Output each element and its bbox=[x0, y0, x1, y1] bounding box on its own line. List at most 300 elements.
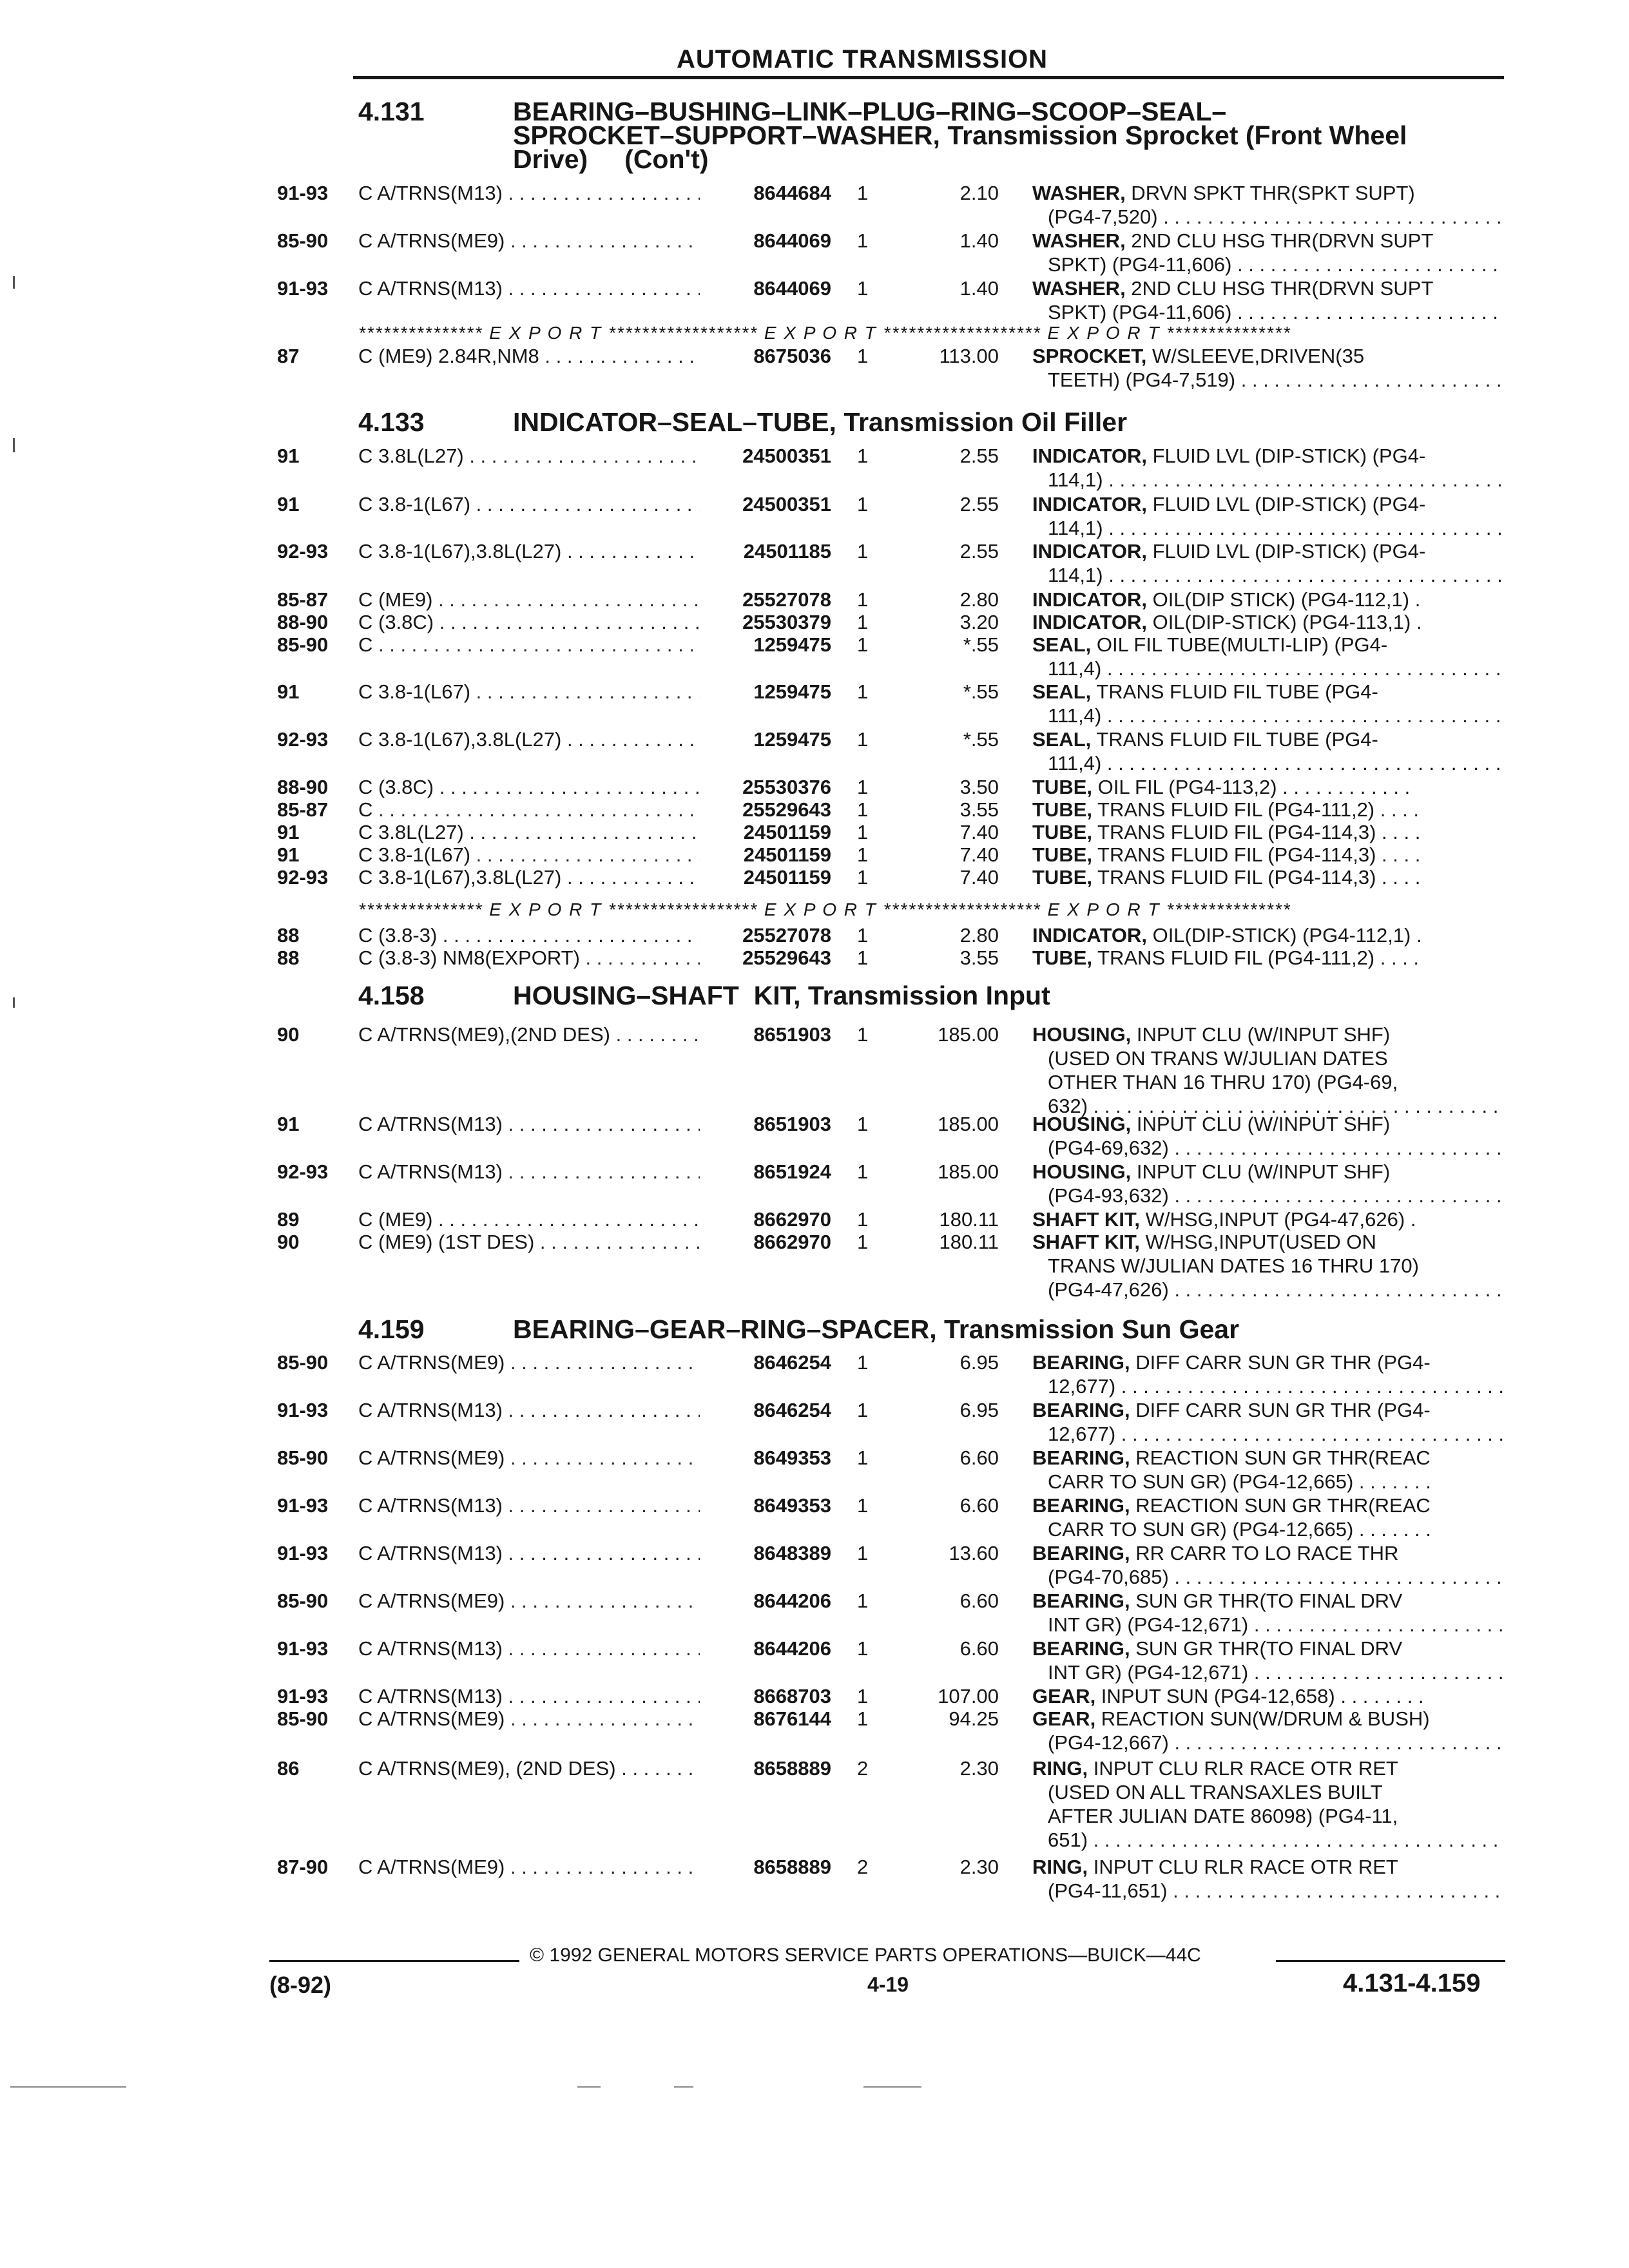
application-cell: C 3.8-1(L67),3.8L(L27) . . . bbox=[358, 728, 700, 751]
application-cell: C A/TRNS(ME9) . . . bbox=[358, 1351, 700, 1374]
quantity-cell: 1 bbox=[857, 1590, 869, 1612]
description-continuation: 114,1) . . . bbox=[1048, 517, 1503, 540]
description-detail: INPUT CLU RLR RACE OTR RET bbox=[1088, 1856, 1398, 1878]
description-cell bbox=[1032, 1160, 1503, 1184]
quantity-cell: 1 bbox=[857, 1113, 869, 1135]
model-year-cell: 91-93 bbox=[277, 1637, 329, 1660]
model-year-cell: 85-90 bbox=[277, 1590, 329, 1612]
price-cell: 2.80 bbox=[959, 924, 999, 947]
application-cell: C 3.8L(L27) . . . bbox=[358, 445, 700, 468]
part-number-cell: 8644206 bbox=[753, 1637, 831, 1660]
price-cell: 2.10 bbox=[959, 182, 999, 204]
application-cell: C (3.8-3) NM8(EXPORT) . . . bbox=[358, 947, 700, 970]
application-cell: C A/TRNS(ME9) . . . bbox=[358, 1590, 700, 1613]
model-year-cell: 85-87 bbox=[277, 798, 329, 821]
description-part-name: INDICATOR, bbox=[1032, 540, 1147, 562]
model-year-cell: 85-90 bbox=[277, 1707, 329, 1730]
description-detail: OIL(DIP-STICK) (PG4-112,1) . bbox=[1146, 924, 1422, 947]
model-year-cell: 91-93 bbox=[277, 1685, 329, 1707]
price-cell: 94.25 bbox=[949, 1707, 999, 1730]
scan-mark bbox=[13, 438, 15, 452]
description-detail: INPUT CLU (W/INPUT SHF) bbox=[1131, 1113, 1391, 1135]
quantity-cell: 1 bbox=[857, 633, 869, 656]
part-number-cell: 8651924 bbox=[753, 1160, 831, 1183]
application-cell: C A/TRNS(M13) . . . bbox=[358, 1494, 700, 1517]
application-cell: C (3.8-3) . . . bbox=[358, 924, 700, 947]
quantity-cell: 1 bbox=[857, 821, 869, 843]
application-cell: C A/TRNS(M13) . . . bbox=[358, 277, 700, 300]
description-cell bbox=[1032, 633, 1503, 657]
description-detail: W/HSG,INPUT (PG4-47,626) . bbox=[1140, 1208, 1416, 1231]
description-cell bbox=[1032, 1208, 1503, 1231]
quantity-cell: 1 bbox=[857, 947, 869, 969]
description-continuation: CARR TO SUN GR) (PG4-12,665) . . . . . . . bbox=[1048, 1470, 1431, 1493]
part-number-cell: 8644069 bbox=[753, 277, 831, 300]
price-cell: 6.60 bbox=[959, 1637, 999, 1660]
description-part-name: RING, bbox=[1032, 1856, 1088, 1878]
description-detail: W/SLEEVE,DRIVEN(35 bbox=[1146, 345, 1365, 367]
price-cell: 2.80 bbox=[959, 588, 999, 611]
description-part-name: BEARING, bbox=[1032, 1351, 1130, 1374]
description-detail: W/HSG,INPUT(USED ON bbox=[1140, 1231, 1376, 1253]
application-cell: C A/TRNS(M13) . . . bbox=[358, 1685, 700, 1708]
quantity-cell: 1 bbox=[857, 1494, 869, 1517]
price-cell: 185.00 bbox=[938, 1113, 999, 1135]
model-year-cell: 90 bbox=[277, 1231, 300, 1253]
part-number-cell: 8644206 bbox=[753, 1590, 831, 1612]
description-continuation: SPKT) (PG4-11,606) . . . bbox=[1048, 253, 1503, 276]
description-continuation: (PG4-70,685) . . . bbox=[1048, 1566, 1503, 1589]
description-cell bbox=[1032, 776, 1503, 799]
scan-dash bbox=[577, 2086, 601, 2088]
description-part-name: INDICATOR, bbox=[1032, 588, 1147, 611]
description-detail: REACTION SUN(W/DRUM & BUSH) bbox=[1095, 1707, 1430, 1730]
scan-mark bbox=[13, 276, 15, 289]
description-part-name: BEARING, bbox=[1032, 1590, 1130, 1612]
price-cell: 7.40 bbox=[959, 821, 999, 843]
part-number-cell: 8676144 bbox=[753, 1707, 831, 1730]
description-cell bbox=[1032, 277, 1503, 300]
model-year-cell: 85-90 bbox=[277, 1446, 329, 1469]
price-cell: 1.40 bbox=[959, 277, 999, 300]
description-detail: FLUID LVL (DIP-STICK) (PG4- bbox=[1146, 445, 1426, 467]
application-cell: C (ME9) . . . bbox=[358, 1208, 700, 1231]
description-continuation: 12,677) . . . bbox=[1048, 1375, 1503, 1398]
part-number-cell: 24501159 bbox=[743, 843, 831, 866]
scan-dash bbox=[863, 2086, 921, 2088]
part-number-cell: 25530376 bbox=[742, 776, 831, 798]
model-year-cell: 91-93 bbox=[277, 1399, 329, 1421]
price-cell: 2.55 bbox=[959, 445, 999, 467]
description-detail: REACTION SUN GR THR(REAC bbox=[1130, 1494, 1431, 1517]
application-cell: C A/TRNS(M13) . . . bbox=[358, 182, 700, 205]
part-number-cell: 1259475 bbox=[753, 680, 831, 703]
scan-mark bbox=[13, 997, 15, 1008]
description-detail: FLUID LVL (DIP-STICK) (PG4- bbox=[1146, 493, 1426, 515]
description-detail: OIL FIL (PG4-113,2) . . . . . . . . . . . . bbox=[1092, 776, 1411, 798]
description-part-name: TUBE, bbox=[1032, 866, 1092, 889]
model-year-cell: 87-90 bbox=[277, 1856, 329, 1878]
description-cell bbox=[1032, 798, 1503, 822]
quantity-cell: 1 bbox=[857, 843, 869, 866]
description-continuation: (PG4-7,520) . . . bbox=[1048, 206, 1503, 229]
application-cell: C A/TRNS(ME9) . . . bbox=[358, 1707, 700, 1731]
price-cell: 6.60 bbox=[959, 1446, 999, 1469]
price-cell: 107.00 bbox=[938, 1685, 999, 1707]
description-cell bbox=[1032, 229, 1503, 253]
price-cell: *.55 bbox=[963, 728, 999, 751]
price-cell: 180.11 bbox=[939, 1231, 999, 1253]
description-continuation: 114,1) . . . bbox=[1048, 564, 1503, 587]
quantity-cell: 2 bbox=[857, 1856, 869, 1878]
description-part-name: INDICATOR, bbox=[1032, 445, 1147, 467]
description-cell bbox=[1032, 345, 1503, 368]
application-cell: C 3.8-1(L67),3.8L(L27) . . . bbox=[358, 540, 700, 563]
description-detail: REACTION SUN GR THR(REAC bbox=[1130, 1446, 1431, 1469]
quantity-cell: 1 bbox=[857, 1399, 869, 1421]
description-part-name: BEARING, bbox=[1032, 1637, 1130, 1660]
section-title: BEARING–GEAR–RING–SPACER, Transmission Sun Gear bbox=[513, 1314, 1240, 1344]
price-cell: 3.55 bbox=[959, 798, 999, 821]
part-number-cell: 25529643 bbox=[742, 798, 831, 821]
part-number-cell: 8675036 bbox=[753, 345, 831, 367]
quantity-cell: 1 bbox=[857, 1208, 869, 1231]
part-number-cell: 24501185 bbox=[743, 540, 831, 562]
description-part-name: TUBE, bbox=[1032, 821, 1092, 843]
quantity-cell: 1 bbox=[857, 277, 869, 300]
description-cell bbox=[1032, 1757, 1503, 1780]
part-number-cell: 8649353 bbox=[753, 1494, 831, 1517]
quantity-cell: 1 bbox=[857, 866, 869, 889]
quantity-cell: 1 bbox=[857, 728, 869, 751]
description-cell bbox=[1032, 1590, 1503, 1613]
model-year-cell: 88 bbox=[277, 924, 300, 947]
price-cell: 3.55 bbox=[959, 947, 999, 969]
part-number-cell: 25530379 bbox=[742, 611, 831, 633]
description-part-name: TUBE, bbox=[1032, 947, 1092, 969]
section-title: SPROCKET–SUPPORT–WASHER, Transmission Sprocket (Front Wheel bbox=[513, 120, 1407, 150]
footer-section-range: 4.131-4.159 bbox=[1343, 1969, 1481, 1997]
price-cell: 7.40 bbox=[959, 866, 999, 889]
description-part-name: HOUSING, bbox=[1032, 1113, 1132, 1135]
price-cell: 2.55 bbox=[959, 540, 999, 562]
description-part-name: WASHER, bbox=[1032, 229, 1126, 252]
part-number-cell: 8646254 bbox=[753, 1351, 831, 1374]
model-year-cell: 92-93 bbox=[277, 540, 329, 562]
part-number-cell: 24501159 bbox=[743, 866, 831, 889]
description-continuation: TEETH) (PG4-7,519) . . . bbox=[1048, 369, 1503, 392]
section-number: 4.133 bbox=[358, 407, 425, 437]
part-number-cell: 8658889 bbox=[753, 1757, 831, 1780]
application-cell: C . . . bbox=[358, 633, 700, 657]
description-continuation: (PG4-93,632) . . . bbox=[1048, 1184, 1503, 1207]
application-cell: C A/TRNS(M13) . . . bbox=[358, 1542, 700, 1565]
price-cell: 113.00 bbox=[939, 345, 999, 367]
description-cell bbox=[1032, 1637, 1503, 1660]
model-year-cell: 91 bbox=[277, 445, 300, 467]
application-cell: C . . . bbox=[358, 798, 700, 822]
description-detail: 2ND CLU HSG THR(DRVN SUPT bbox=[1125, 277, 1434, 300]
quantity-cell: 1 bbox=[857, 540, 869, 562]
part-number-cell: 8651903 bbox=[753, 1113, 831, 1135]
application-cell: C (3.8C) . . . bbox=[358, 611, 700, 634]
description-detail: FLUID LVL (DIP-STICK) (PG4- bbox=[1146, 540, 1426, 562]
description-detail: SUN GR THR(TO FINAL DRV bbox=[1130, 1637, 1403, 1660]
description-cell bbox=[1032, 1023, 1503, 1046]
quantity-cell: 2 bbox=[857, 1757, 869, 1780]
description-detail: SUN GR THR(TO FINAL DRV bbox=[1130, 1590, 1403, 1612]
quantity-cell: 1 bbox=[857, 924, 869, 947]
description-part-name: BEARING, bbox=[1032, 1494, 1130, 1517]
quantity-cell: 1 bbox=[857, 229, 869, 252]
application-cell: C (ME9) 2.84R,NM8 . . . bbox=[358, 345, 700, 368]
application-cell: C A/TRNS(ME9) . . . bbox=[358, 1446, 700, 1470]
description-detail: TRANS FLUID FIL TUBE (PG4- bbox=[1091, 680, 1378, 703]
scan-dash bbox=[10, 2086, 126, 2088]
application-cell: C A/TRNS(ME9), (2ND DES) . . . bbox=[358, 1757, 700, 1780]
description-detail: TRANS FLUID FIL (PG4-111,2) . . . . bbox=[1092, 947, 1420, 969]
description-continuation: OTHER THAN 16 THRU 170) (PG4-69, bbox=[1048, 1071, 1398, 1093]
model-year-cell: 91 bbox=[277, 493, 300, 515]
description-detail: OIL FIL TUBE(MULTI-LIP) (PG4- bbox=[1091, 633, 1388, 656]
export-divider: *************** E X P O R T ****************** E X P O R T ******************* E X P O R T *************** bbox=[358, 899, 1291, 919]
footer-copyright: © 1992 GENERAL MOTORS SERVICE PARTS OPERATIONS—BUICK—44C bbox=[530, 1945, 1201, 1966]
description-continuation: SPKT) (PG4-11,606) . . . bbox=[1048, 301, 1503, 324]
description-part-name: WASHER, bbox=[1032, 277, 1126, 300]
model-year-cell: 90 bbox=[277, 1023, 300, 1046]
quantity-cell: 1 bbox=[857, 1446, 869, 1469]
description-cell bbox=[1032, 588, 1503, 611]
description-part-name: WASHER, bbox=[1032, 182, 1126, 204]
quantity-cell: 1 bbox=[857, 1351, 869, 1374]
quantity-cell: 1 bbox=[857, 588, 869, 611]
model-year-cell: 85-87 bbox=[277, 588, 329, 611]
price-cell: 6.95 bbox=[959, 1399, 999, 1421]
description-cell bbox=[1032, 1446, 1503, 1470]
description-cell bbox=[1032, 1542, 1503, 1565]
description-continuation: 111,4) . . . bbox=[1048, 657, 1503, 680]
application-cell: C 3.8L(L27) . . . bbox=[358, 821, 700, 844]
quantity-cell: 1 bbox=[857, 1023, 869, 1046]
part-number-cell: 8662970 bbox=[753, 1208, 831, 1231]
part-number-cell: 25529643 bbox=[742, 947, 831, 969]
description-cell bbox=[1032, 611, 1503, 634]
application-cell: C A/TRNS(ME9) . . . bbox=[358, 229, 700, 253]
part-number-cell: 8646254 bbox=[753, 1399, 831, 1421]
description-part-name: INDICATOR, bbox=[1032, 924, 1147, 947]
model-year-cell: 89 bbox=[277, 1208, 300, 1231]
description-continuation: (USED ON TRANS W/JULIAN DATES bbox=[1048, 1047, 1388, 1070]
part-number-cell: 1259475 bbox=[753, 728, 831, 751]
model-year-cell: 88 bbox=[277, 947, 300, 969]
quantity-cell: 1 bbox=[857, 445, 869, 467]
price-cell: 2.30 bbox=[959, 1757, 999, 1780]
description-continuation: INT GR) (PG4-12,671) . . . bbox=[1048, 1661, 1503, 1684]
price-cell: 3.50 bbox=[959, 776, 999, 798]
section-number: 4.158 bbox=[358, 981, 425, 1010]
model-year-cell: 88-90 bbox=[277, 776, 329, 798]
description-detail: TRANS FLUID FIL (PG4-111,2) . . . . bbox=[1092, 798, 1420, 821]
description-cell bbox=[1032, 1113, 1503, 1136]
description-continuation: (PG4-69,632) . . . bbox=[1048, 1137, 1503, 1160]
application-cell: C A/TRNS(M13) . . . bbox=[358, 1160, 700, 1184]
price-cell: 6.95 bbox=[959, 1351, 999, 1374]
quantity-cell: 1 bbox=[857, 345, 869, 367]
model-year-cell: 91-93 bbox=[277, 1542, 329, 1564]
quantity-cell: 1 bbox=[857, 1707, 869, 1730]
price-cell: 3.20 bbox=[959, 611, 999, 633]
model-year-cell: 91 bbox=[277, 843, 300, 866]
description-part-name: INDICATOR, bbox=[1032, 611, 1147, 633]
description-cell bbox=[1032, 1685, 1503, 1708]
description-part-name: BEARING, bbox=[1032, 1542, 1130, 1564]
part-number-cell: 8648389 bbox=[753, 1542, 831, 1564]
quantity-cell: 1 bbox=[857, 182, 869, 204]
section-title: Drive) (Con't) bbox=[513, 144, 709, 174]
model-year-cell: 85-90 bbox=[277, 229, 329, 252]
section-number: 4.159 bbox=[358, 1314, 425, 1344]
part-number-cell: 8668703 bbox=[753, 1685, 831, 1707]
description-cell bbox=[1032, 924, 1503, 947]
part-number-cell: 8649353 bbox=[753, 1446, 831, 1469]
description-continuation: 111,4) . . . bbox=[1048, 704, 1503, 727]
export-divider: *************** E X P O R T ****************** E X P O R T ******************* E X P O R T *************** bbox=[358, 323, 1291, 343]
part-number-cell: 25527078 bbox=[742, 924, 831, 947]
part-number-cell: 1259475 bbox=[753, 633, 831, 656]
description-detail: OIL(DIP STICK) (PG4-112,1) . bbox=[1146, 588, 1421, 611]
application-cell: C A/TRNS(ME9),(2ND DES) . . . bbox=[358, 1023, 700, 1046]
description-detail: INPUT CLU RLR RACE OTR RET bbox=[1088, 1757, 1398, 1780]
header-rule bbox=[353, 76, 1504, 79]
model-year-cell: 91 bbox=[277, 680, 300, 703]
description-continuation: 12,677) . . . bbox=[1048, 1423, 1503, 1446]
model-year-cell: 91-93 bbox=[277, 182, 329, 204]
part-number-cell: 25527078 bbox=[742, 588, 831, 611]
description-detail: DIFF CARR SUN GR THR (PG4- bbox=[1130, 1399, 1431, 1421]
model-year-cell: 91-93 bbox=[277, 1494, 329, 1517]
model-year-cell: 87 bbox=[277, 345, 300, 367]
part-number-cell: 8644684 bbox=[753, 182, 831, 204]
description-part-name: SEAL, bbox=[1032, 633, 1092, 656]
footer-date: (8-92) bbox=[269, 1972, 332, 1998]
description-detail: TRANS FLUID FIL (PG4-114,3) . . . . bbox=[1092, 843, 1421, 866]
model-year-cell: 91-93 bbox=[277, 277, 329, 300]
quantity-cell: 1 bbox=[857, 1231, 869, 1253]
description-cell bbox=[1032, 1494, 1503, 1517]
application-cell: C A/TRNS(ME9) . . . bbox=[358, 1856, 700, 1879]
description-part-name: HOUSING, bbox=[1032, 1023, 1132, 1046]
description-continuation: CARR TO SUN GR) (PG4-12,665) . . . . . . . bbox=[1048, 1518, 1431, 1541]
description-continuation: 114,1) . . . bbox=[1048, 468, 1503, 492]
scan-dash bbox=[674, 2086, 693, 2088]
quantity-cell: 1 bbox=[857, 611, 869, 633]
description-cell bbox=[1032, 540, 1503, 563]
part-number-cell: 8644069 bbox=[753, 229, 831, 252]
price-cell: 185.00 bbox=[938, 1023, 999, 1046]
description-continuation: (PG4-12,667) . . . bbox=[1048, 1731, 1503, 1754]
quantity-cell: 1 bbox=[857, 1542, 869, 1564]
footer-rule-right bbox=[1276, 1960, 1505, 1962]
description-cell bbox=[1032, 1351, 1503, 1374]
description-continuation: (PG4-47,626) . . . bbox=[1048, 1278, 1503, 1302]
part-number-cell: 8651903 bbox=[753, 1023, 831, 1046]
description-part-name: SHAFT KIT, bbox=[1032, 1208, 1141, 1231]
description-part-name: BEARING, bbox=[1032, 1399, 1130, 1421]
description-part-name: GEAR, bbox=[1032, 1707, 1096, 1730]
description-continuation: 651) . . . bbox=[1048, 1829, 1503, 1852]
description-part-name: RING, bbox=[1032, 1757, 1088, 1780]
description-part-name: INDICATOR, bbox=[1032, 493, 1147, 515]
application-cell: C A/TRNS(M13) . . . bbox=[358, 1113, 700, 1136]
price-cell: 185.00 bbox=[938, 1160, 999, 1183]
application-cell: C 3.8-1(L67) . . . bbox=[358, 493, 700, 516]
part-number-cell: 8658889 bbox=[753, 1856, 831, 1878]
quantity-cell: 1 bbox=[857, 1637, 869, 1660]
description-continuation: AFTER JULIAN DATE 86098) (PG4-11, bbox=[1048, 1805, 1398, 1827]
part-number-cell: 24500351 bbox=[742, 445, 831, 467]
model-year-cell: 85-90 bbox=[277, 1351, 329, 1374]
description-continuation: (USED ON ALL TRANSAXLES BUILT bbox=[1048, 1781, 1383, 1803]
section-title: INDICATOR–SEAL–TUBE, Transmission Oil Filler bbox=[513, 407, 1128, 437]
description-cell bbox=[1032, 493, 1503, 516]
description-cell bbox=[1032, 182, 1503, 205]
quantity-cell: 1 bbox=[857, 493, 869, 515]
price-cell: *.55 bbox=[963, 633, 999, 656]
description-cell bbox=[1032, 1231, 1503, 1254]
quantity-cell: 1 bbox=[857, 776, 869, 798]
description-part-name: SHAFT KIT, bbox=[1032, 1231, 1141, 1253]
application-cell: C A/TRNS(M13) . . . bbox=[358, 1399, 700, 1422]
description-detail: 2ND CLU HSG THR(DRVN SUPT bbox=[1125, 229, 1434, 252]
description-continuation: 632) . . . bbox=[1048, 1095, 1503, 1118]
description-cell bbox=[1032, 1856, 1503, 1879]
model-year-cell: 92-93 bbox=[277, 728, 329, 751]
description-part-name: SEAL, bbox=[1032, 680, 1092, 703]
description-cell bbox=[1032, 445, 1503, 468]
description-continuation: 111,4) . . . bbox=[1048, 752, 1503, 775]
description-detail: TRANS FLUID FIL (PG4-114,3) . . . . bbox=[1092, 821, 1421, 843]
description-cell bbox=[1032, 1707, 1503, 1731]
application-cell: C (ME9) . . . bbox=[358, 588, 700, 611]
description-cell bbox=[1032, 1399, 1503, 1422]
model-year-cell: 88-90 bbox=[277, 611, 329, 633]
description-part-name: SPROCKET, bbox=[1032, 345, 1147, 367]
description-continuation: (PG4-11,651) . . . bbox=[1048, 1879, 1503, 1903]
description-cell bbox=[1032, 866, 1503, 889]
price-cell: 2.30 bbox=[959, 1856, 999, 1878]
page-title: AUTOMATIC TRANSMISSION bbox=[677, 45, 1048, 73]
price-cell: 1.40 bbox=[959, 229, 999, 252]
part-number-cell: 24500351 bbox=[742, 493, 831, 515]
description-detail: INPUT SUN (PG4-12,658) . . . . . . . . bbox=[1095, 1685, 1424, 1707]
application-cell: C (ME9) (1ST DES) . . . bbox=[358, 1231, 700, 1254]
application-cell: C (3.8C) . . . bbox=[358, 776, 700, 799]
description-detail: DRVN SPKT THR(SPKT SUPT) bbox=[1125, 182, 1415, 204]
footer-page-number: 4-19 bbox=[867, 1973, 909, 1996]
model-year-cell: 91 bbox=[277, 821, 300, 843]
section-number: 4.131 bbox=[358, 97, 425, 126]
quantity-cell: 1 bbox=[857, 680, 869, 703]
section-title: BEARING–BUSHING–LINK–PLUG–RING–SCOOP–SEAL– bbox=[513, 97, 1227, 126]
quantity-cell: 1 bbox=[857, 1160, 869, 1183]
part-number-cell: 8662970 bbox=[753, 1231, 831, 1253]
price-cell: 6.60 bbox=[959, 1494, 999, 1517]
description-part-name: TUBE, bbox=[1032, 776, 1092, 798]
quantity-cell: 1 bbox=[857, 798, 869, 821]
model-year-cell: 85-90 bbox=[277, 633, 329, 656]
description-cell bbox=[1032, 728, 1503, 751]
price-cell: *.55 bbox=[963, 680, 999, 703]
